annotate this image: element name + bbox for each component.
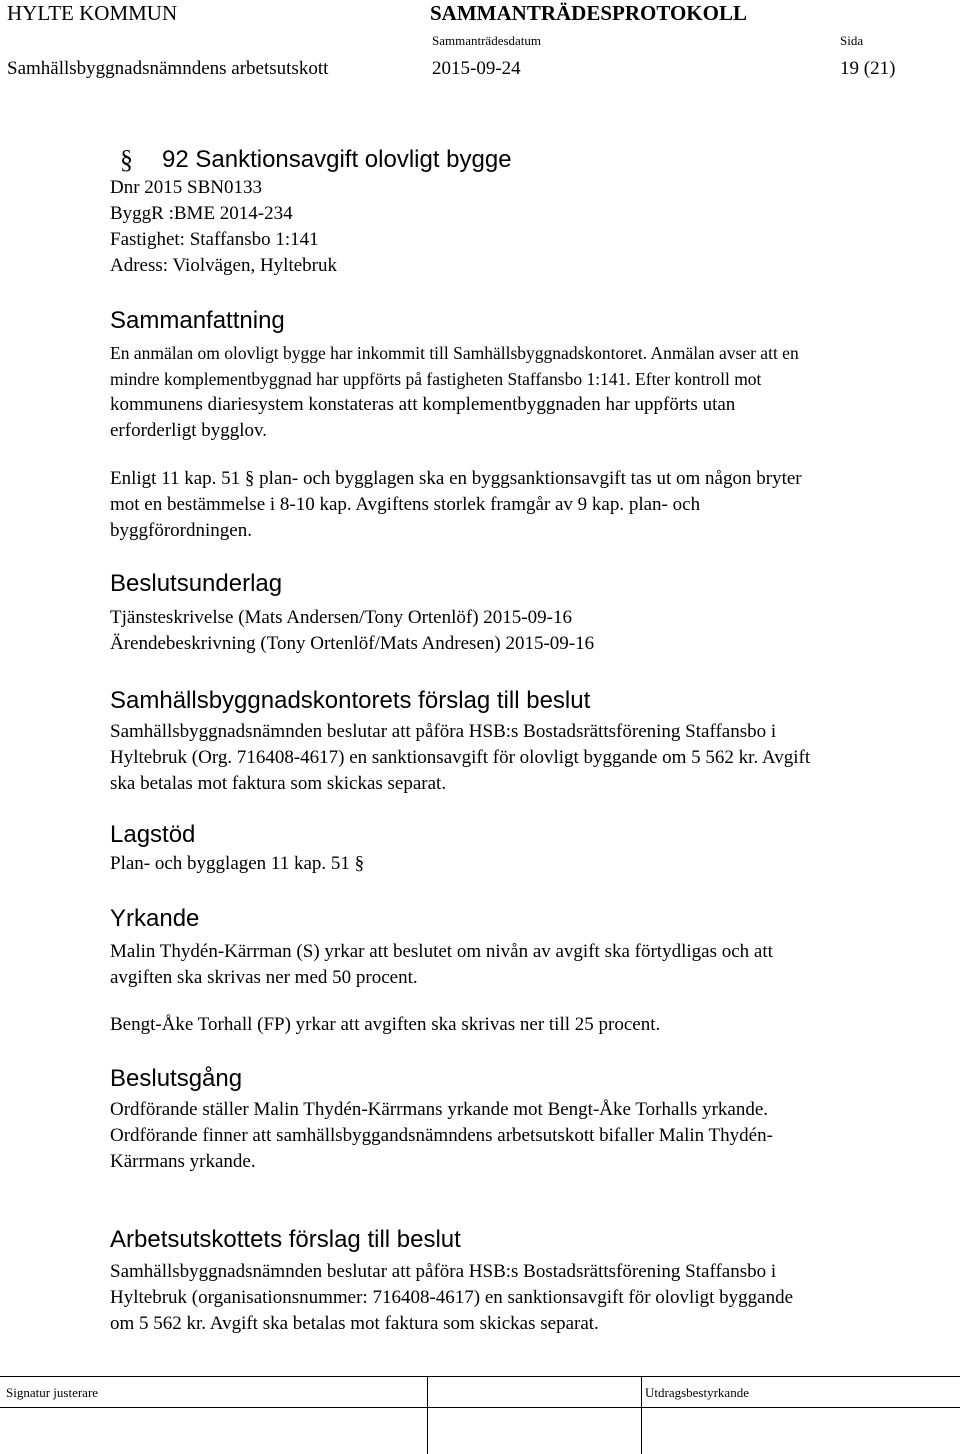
meta-diary-number: Dnr 2015 SBN0133 [110, 177, 263, 198]
text-line: ska betalas mot faktura som skickas separat. [110, 773, 447, 794]
text-line: byggförordningen. [110, 520, 252, 541]
footer-divider-1 [427, 1376, 428, 1454]
text-line: Malin Thydén-Kärrman (S) yrkar att beslutet om nivån av avgift ska förtydligas och att [110, 941, 773, 962]
page-label: Sida [840, 33, 864, 48]
section-sign: § [120, 145, 133, 174]
heading-office-proposal: Samhällsbyggnadskontorets förslag till beslut [110, 687, 591, 714]
text-line: Ordförande finner att samhällsbyggandsnämndens arbetsutskott bifaller Malin Thydén- [110, 1125, 773, 1146]
item-title-text: 92 Sanktionsavgift olovligt bygge [162, 146, 512, 173]
text-line: En anmälan om olovligt bygge har inkommit till Samhällsbyggnadskontoret. Anmälan avser att en [110, 343, 799, 363]
document-type: SAMMANTRÄDESPROTOKOLL [430, 1, 747, 25]
meta-bygg-reference: ByggR :BME 2014-234 [110, 203, 293, 224]
text-line: mindre komplementbyggnad har uppförts på fastigheten Staffansbo 1:141. Efter kontroll mot [110, 369, 762, 389]
summary-text [110, 340, 930, 444]
text-line: Bengt-Åke Torhall (FP) yrkar att avgiften ska skrivas ner till 25 procent. [110, 1014, 661, 1035]
text-line: Hyltebruk (Org. 716408-4617) en sanktionsavgift för olovligt byggande om 5 562 kr. Avgift [110, 747, 811, 768]
meta-property: Fastighet: Staffansbo 1:141 [110, 229, 319, 250]
motion-2-text [110, 1012, 930, 1038]
heading-motions: Yrkande [110, 905, 200, 932]
item-title [120, 145, 512, 175]
text-line: Kärrmans yrkande. [110, 1151, 256, 1172]
text-line: mot en bestämmelse i 8-10 kap. Avgiftens storlek framgår av 9 kap. plan- och [110, 494, 701, 515]
footer-top-rule [0, 1376, 960, 1377]
text-line: Ärendebeskrivning (Tony Ortenlöf/Mats Andresen) 2015-09-16 [110, 633, 595, 654]
footer-divider-2 [641, 1376, 642, 1454]
heading-committee-proposal: Arbetsutskottets förslag till beslut [110, 1226, 461, 1253]
meeting-date-label: Sammanträdesdatum [432, 33, 542, 48]
legal-basis-text [110, 851, 930, 877]
committee-proposal-text [110, 1259, 930, 1337]
text-line: Tjänsteskrivelse (Mats Andersen/Tony Ortenlöf) 2015-09-16 [110, 607, 572, 628]
text-line: Enligt 11 kap. 51 § plan- och bygglagen ska en byggsanktionsavgift tas ut om någon bryter [110, 468, 802, 489]
text-line: kommunens diariesystem konstateras att komplementbyggnaden har uppförts utan [110, 394, 736, 415]
summary-law-text [110, 466, 930, 544]
heading-legal-basis: Lagstöd [110, 821, 196, 848]
committee-name: Samhällsbyggnadsnämndens arbetsutskott [7, 58, 329, 79]
meeting-date: 2015-09-24 [432, 58, 521, 79]
text-line: om 5 562 kr. Avgift ska betalas mot faktura som skickas separat. [110, 1313, 599, 1334]
office-proposal-text [110, 719, 930, 797]
page-number: 19 (21) [840, 58, 896, 79]
text-line: erforderligt bygglov. [110, 420, 268, 441]
basis-text [110, 605, 930, 657]
motion-1-text [110, 939, 930, 991]
organization-name: HYLTE KOMMUN [7, 1, 178, 25]
procedure-text [110, 1097, 930, 1175]
heading-basis: Beslutsunderlag [110, 570, 283, 597]
extract-certification-label: Utdragsbestyrkande [645, 1385, 749, 1400]
text-line: avgiften ska skrivas ner med 50 procent. [110, 967, 418, 988]
text-line: Samhällsbyggnadsnämnden beslutar att påföra HSB:s Bostadsrättsförening Staffansbo i [110, 1261, 777, 1282]
meta-address: Adress: Violvägen, Hyltebruk [110, 255, 337, 276]
signature-label: Signatur justerare [6, 1385, 99, 1400]
text-line: Plan- och bygglagen 11 kap. 51 § [110, 853, 365, 874]
text-line: Samhällsbyggnadsnämnden beslutar att påföra HSB:s Bostadsrättsförening Staffansbo i [110, 721, 777, 742]
text-line: Ordförande ställer Malin Thydén-Kärrmans yrkande mot Bengt-Åke Torhalls yrkande. [110, 1099, 769, 1120]
text-line: Hyltebruk (organisationsnummer: 716408-4617) en sanktionsavgift för olovligt byggande [110, 1287, 794, 1308]
heading-procedure: Beslutsgång [110, 1065, 243, 1092]
footer-middle-rule [0, 1407, 960, 1408]
heading-summary: Sammanfattning [110, 307, 285, 334]
